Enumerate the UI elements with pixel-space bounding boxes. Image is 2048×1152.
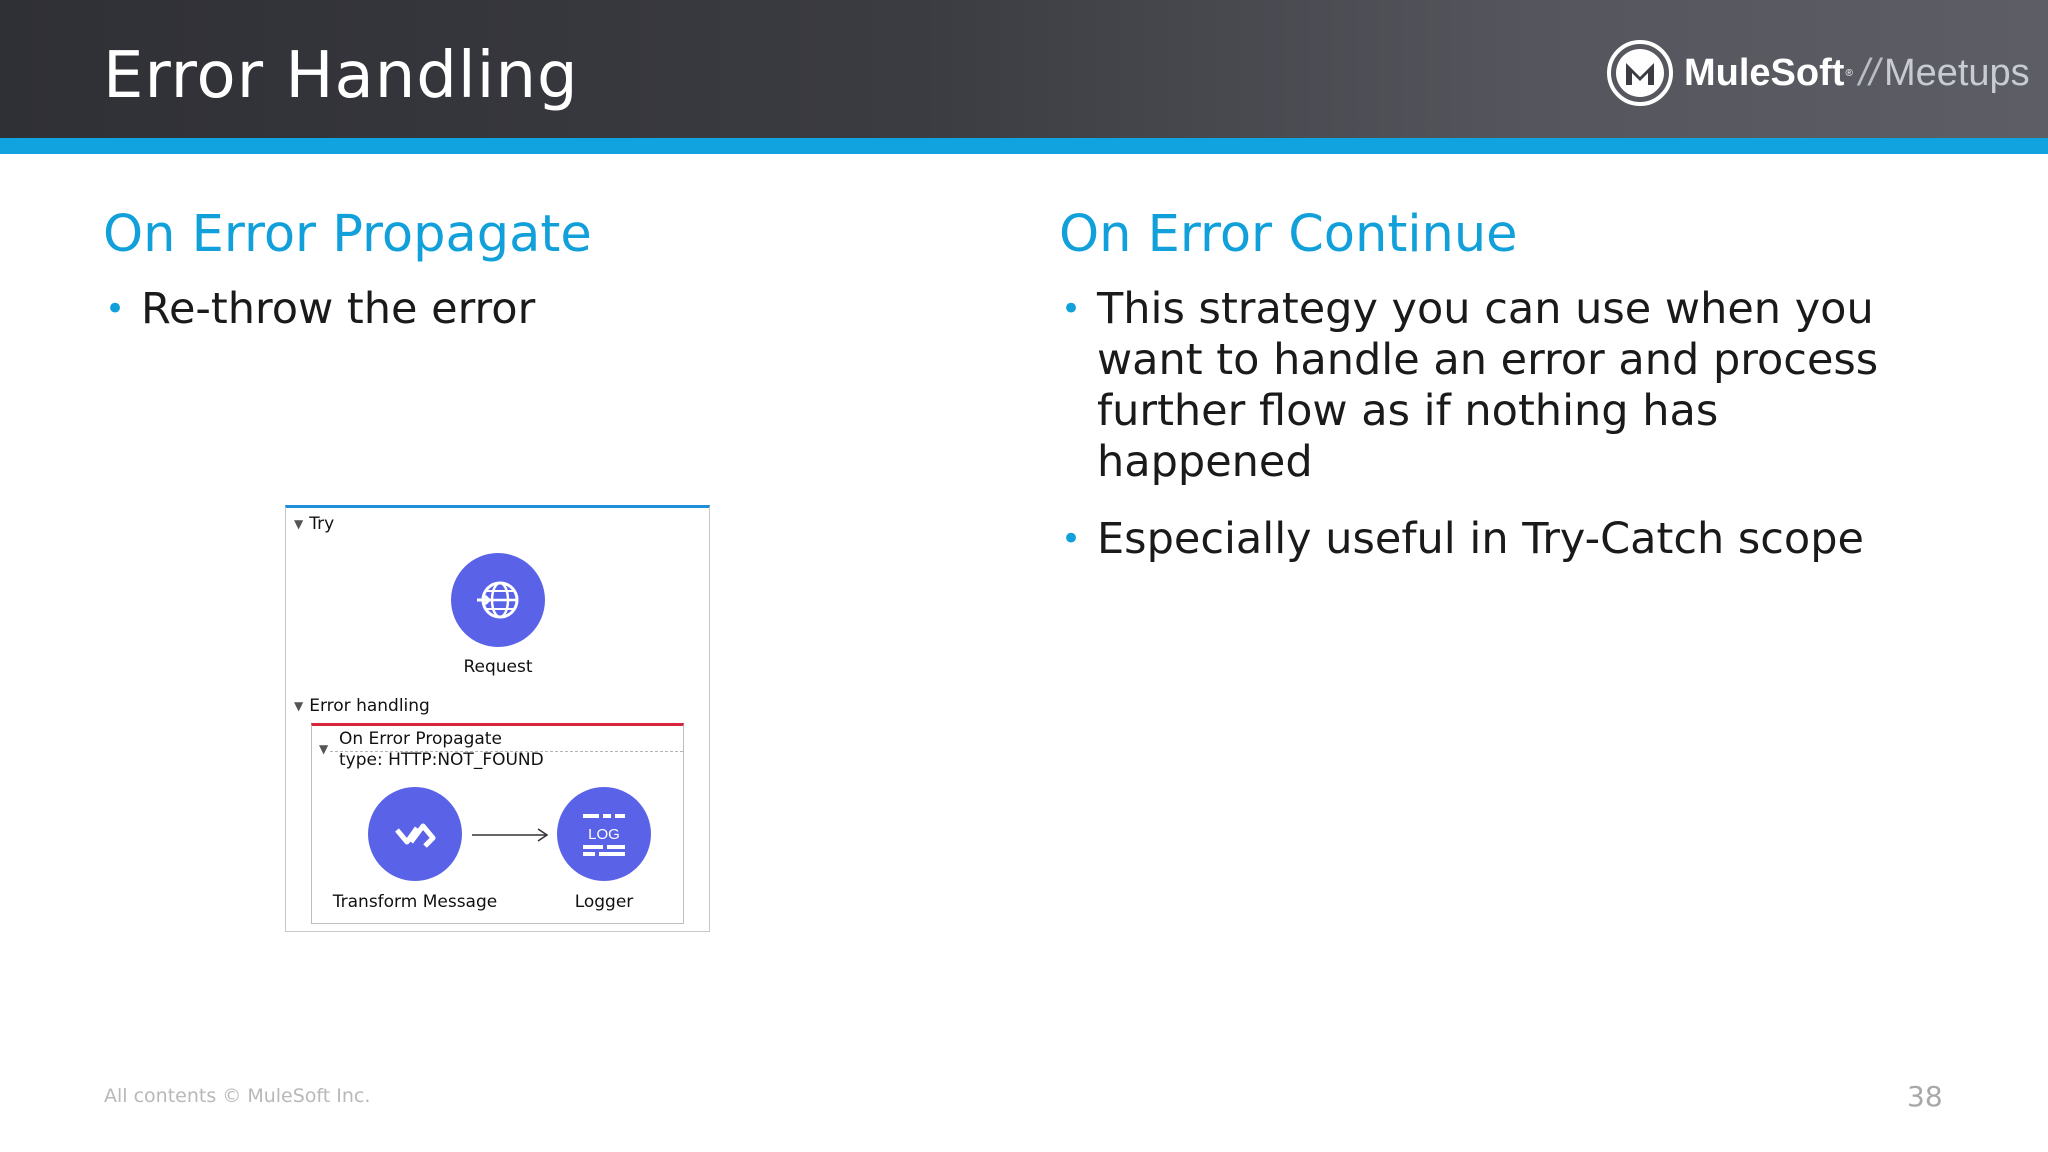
- try-scope-diagram: [285, 505, 710, 932]
- transform-message-node[interactable]: [368, 787, 462, 881]
- left-bullet-list: [103, 284, 983, 335]
- collapse-triangle-icon[interactable]: ▼: [319, 742, 329, 756]
- logo-brand-text: MuleSoft: [1684, 51, 1845, 94]
- collapse-triangle-icon[interactable]: ▼: [294, 699, 304, 713]
- footer-copyright: All contents © MuleSoft Inc.: [104, 1085, 371, 1107]
- try-label: Try: [309, 514, 335, 534]
- slide-header: [0, 0, 2048, 138]
- right-bullet-item: [1059, 284, 1939, 488]
- bullet-dot: •: [105, 289, 126, 329]
- right-heading: On Error Continue: [1059, 205, 1518, 264]
- left-bullet-text: Re-throw the error: [141, 284, 536, 334]
- collapse-triangle-icon[interactable]: ▼: [294, 517, 304, 531]
- slide-title: Error Handling: [103, 39, 579, 113]
- header-accent-stripe: [0, 138, 2048, 154]
- logger-icon: [579, 809, 629, 859]
- left-heading: On Error Propagate: [103, 205, 592, 264]
- transform-message-label: Transform Message: [332, 892, 498, 912]
- request-node[interactable]: [451, 553, 545, 647]
- mulesoft-meetups-logo: [1606, 38, 2030, 108]
- bullet-dot: •: [1061, 519, 1082, 559]
- right-bullet-text: This strategy you can use when you want to handle an error and process further flow as if nothing has happened: [1097, 284, 1879, 487]
- right-bullet-item: [1059, 514, 1939, 565]
- error-handling-label: Error handling: [309, 696, 430, 716]
- transform-message-icon: [391, 810, 439, 858]
- logo-trademark: ®: [1845, 67, 1853, 79]
- globe-request-icon: [473, 575, 523, 625]
- handler-name: On Error Propagate: [339, 729, 502, 749]
- arrow-right-icon: [470, 826, 550, 844]
- right-bullet-list: [1059, 284, 1939, 565]
- logger-label: Logger: [574, 892, 634, 912]
- error-handling-header: [294, 696, 430, 716]
- mulesoft-logo-icon: [1606, 39, 1674, 107]
- request-label: Request: [463, 657, 533, 677]
- bullet-dot: •: [1061, 289, 1082, 329]
- try-scope-header: [294, 514, 334, 534]
- on-error-propagate-scope: [311, 723, 684, 924]
- page-number: 38: [1907, 1080, 1943, 1113]
- left-bullet-item: [103, 284, 983, 335]
- logo-separator: //: [1858, 51, 1880, 94]
- logger-icon-text: LOG: [588, 826, 620, 843]
- handler-type: type: HTTP:NOT_FOUND: [339, 750, 544, 770]
- right-bullet-text: Especially useful in Try-Catch scope: [1097, 514, 1864, 564]
- logger-node[interactable]: [557, 787, 651, 881]
- logo-sub-text: Meetups: [1883, 51, 2030, 94]
